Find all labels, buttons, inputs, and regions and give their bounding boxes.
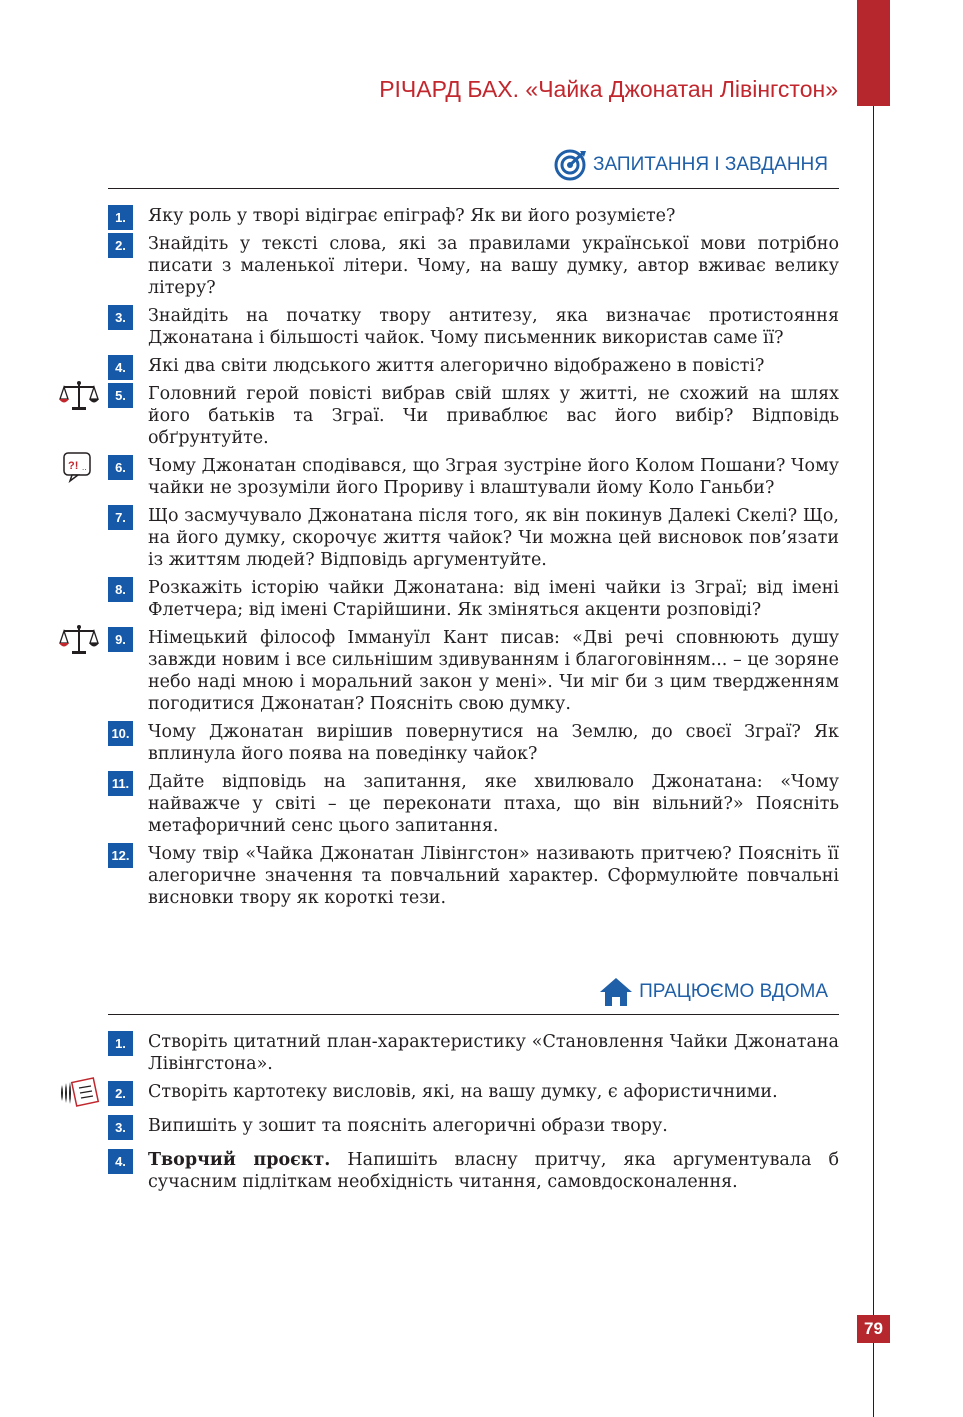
question-item: [108, 233, 839, 299]
questions-list: [68, 205, 839, 915]
question-number: 1.: [108, 205, 133, 230]
question-text: Чому Джонатан вирішив повернутися на Землю, до своєї Зграї? Як вплинула його поява на поведінку чайок?: [148, 722, 839, 764]
question-text: Німецький філософ Іммануїл Кант писав: «Дві речі сповнюють душу завжди новим і все сильнішим здивуванням і благоговінням... – це зоряне небо наді мною і моральний закон у мені». Чи міг би з цим твердженням погодитися Джонатан? Поясніть свою думку.: [148, 628, 839, 714]
homework-divider: [108, 1014, 839, 1015]
page-margin-line: [873, 106, 874, 1417]
question-text: Чому твір «Чайка Джонатан Лівінгстон» називають притчею? Поясніть її алегоричне значення та повчальний характер. Сформулюйте повчальні висновки твору як короткі тези.: [148, 844, 839, 908]
homework-item: [108, 1149, 839, 1193]
questions-heading: [553, 148, 828, 182]
question-number: 8.: [108, 577, 133, 602]
question-number: 4.: [108, 355, 133, 380]
homework-number: 2.: [108, 1081, 133, 1106]
svg-text:..: ..: [82, 463, 87, 472]
question-text: Знайдіть на початку твору антитезу, яка визначає протистояння Джонатана і більшості чайок. Чому письменник використав саме її?: [148, 306, 839, 348]
question-text: Які два світи людського життя алегорично відображено в повісті?: [148, 356, 765, 376]
question-number: 3.: [108, 305, 133, 330]
homework-heading-text: ПРАЦЮЄМО ВДОМА: [639, 981, 828, 1002]
question-item: [108, 577, 839, 621]
question-item: [108, 305, 839, 349]
question-number: 11.: [108, 771, 133, 796]
question-number: 7.: [108, 505, 133, 530]
question-item: [108, 205, 839, 227]
question-number: 6.: [108, 455, 133, 480]
question-text: Яку роль у творі відіграє епіграф? Як ви його розумієте?: [148, 206, 676, 226]
homework-bold-label: Творчий проєкт.: [148, 1150, 331, 1170]
question-text: Розкажіть історію чайки Джонатана: від імені чайки із Зграї; від імені Флетчера; від імені Старійшини. Як зміняться акценти розповіді?: [148, 578, 839, 620]
discussion-icon: [58, 451, 100, 483]
house-icon: [599, 976, 633, 1008]
homework-text: Створіть цитатний план-характеристику «Становлення Чайки Джонатана Лівінгстона».: [148, 1032, 839, 1074]
question-text: Дайте відповідь на запитання, яке хвилювало Джонатана: «Чому найважче у світі – це переконати птаха, що він вільний?» Поясніть метафоричний сенс цього запитання.: [148, 772, 839, 836]
chapter-color-tab: [857, 0, 890, 106]
question-number: 2.: [108, 233, 133, 258]
question-item: [108, 627, 839, 715]
homework-number: 3.: [108, 1115, 133, 1140]
svg-text:?!: ?!: [68, 460, 79, 472]
homework-text: Напишіть власну притчу, яка аргументувала б сучасним підліткам необхідність читання, самовдосконалення.: [148, 1150, 839, 1192]
question-number: 10.: [108, 721, 133, 746]
target-icon: [553, 148, 587, 182]
question-item: [108, 843, 839, 909]
question-item: [108, 355, 839, 377]
page-number: 79: [857, 1315, 890, 1343]
homework-item: [108, 1031, 839, 1075]
homework-number: 4.: [108, 1149, 133, 1174]
questions-heading-text: ЗАПИТАННЯ І ЗАВДАННЯ: [592, 154, 828, 175]
question-text: Знайдіть у тексті слова, які за правилами української мови потрібно писати з маленької літери. Чому, на вашу думку, автор вживає велику літеру?: [148, 234, 839, 298]
chapter-title: РІЧАРД БАХ. «Чайка Джонатан Лівінгстон»: [379, 76, 838, 102]
question-item: [108, 721, 839, 765]
homework-list: [108, 1031, 839, 1199]
question-number: 9.: [108, 627, 133, 652]
scales-icon: [58, 379, 100, 411]
homework-text: Випишіть у зошит та поясніть алегоричні образи твору.: [148, 1116, 668, 1136]
card-file-icon: [58, 1077, 100, 1109]
question-item: [108, 505, 839, 571]
question-number: 12.: [108, 843, 133, 868]
homework-item: [108, 1081, 839, 1103]
homework-item: [108, 1115, 839, 1137]
homework-heading: [599, 976, 828, 1008]
question-item: [108, 771, 839, 837]
homework-number: 1.: [108, 1031, 133, 1056]
questions-divider: [108, 188, 839, 189]
question-item: [68, 455, 839, 499]
question-number: 5.: [108, 383, 133, 408]
scales-icon: [58, 623, 100, 655]
question-text: Головний герой повісті вибрав свій шлях у житті, не схожий на шлях його батьків та Зграї. Чи приваблює вас його вибір? Відповідь обґрунтуйте.: [148, 384, 839, 448]
homework-text: Створіть картотеку висловів, які, на вашу думку, є афористичними.: [148, 1082, 778, 1102]
question-text: Чому Джонатан сподівався, що Зграя зустріне його Колом Пошани? Чому чайки не зрозуміли його Прориву і влаштували йому Коло Ганьби?: [148, 456, 839, 498]
question-item: [108, 383, 839, 449]
question-text: Що засмучувало Джонатана після того, як він покинув Далекі Скелі? Що, на його думку, скорочує життя чайок? Чи можна цей висновок пов’язати із життям людей? Відповідь аргументуйте.: [148, 506, 839, 570]
